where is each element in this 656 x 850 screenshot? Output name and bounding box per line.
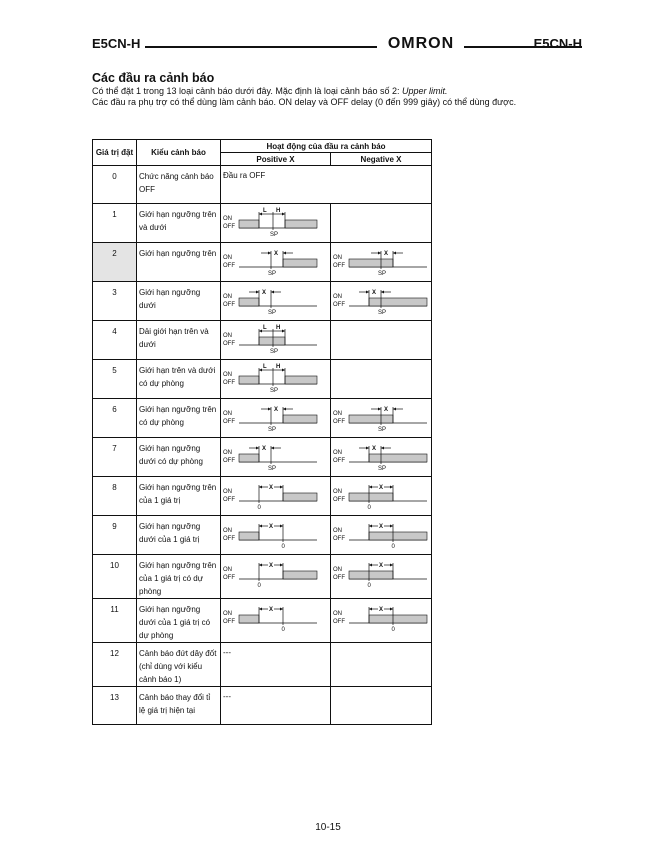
x-label: X — [379, 485, 384, 491]
sp-label: SP — [378, 427, 387, 433]
on-region — [259, 337, 285, 345]
off-label: OFF — [333, 419, 345, 425]
alarm-timing-diagram — [331, 282, 431, 320]
on-region — [239, 298, 259, 306]
x-label: X — [372, 446, 377, 452]
alarm-row — [93, 516, 432, 555]
arrow-head — [366, 447, 369, 450]
arrow-head — [268, 252, 271, 255]
x-label: X — [379, 607, 384, 613]
negative-x-diagram-cell — [331, 204, 432, 243]
arrow-head — [369, 525, 372, 528]
arrow-head — [280, 608, 283, 611]
alarm-row — [93, 360, 432, 399]
alarm-value: 3 — [93, 282, 137, 321]
arrow-head — [369, 564, 372, 567]
alarm-type: Cảnh báo thay đổi tỉ lệ giá trị hiện tại — [137, 687, 221, 725]
on-label: ON — [223, 294, 232, 300]
arrow-head — [282, 213, 285, 216]
off-label: OFF — [333, 458, 345, 464]
on-label: ON — [223, 450, 232, 456]
alarm-type: Chức năng cảnh báo OFF — [137, 166, 221, 204]
alarm-row — [93, 599, 432, 643]
arrow-head — [283, 252, 286, 255]
on-region — [239, 220, 259, 228]
arrow-head — [259, 525, 262, 528]
arrow-head — [256, 291, 259, 294]
on-region — [285, 376, 317, 384]
off-label: OFF — [223, 536, 235, 542]
arrow-head — [282, 369, 285, 372]
arrow-head — [280, 486, 283, 489]
off-label: OFF — [333, 302, 345, 308]
arrow-head — [393, 252, 396, 255]
alarm-timing-diagram — [221, 282, 321, 320]
col-header-value: Giá trị đặt — [93, 140, 137, 166]
sp-label: SP — [270, 388, 279, 394]
on-label: ON — [223, 255, 232, 261]
arrow-head — [378, 408, 381, 411]
arrow-head — [390, 564, 393, 567]
alarm-row — [93, 399, 432, 438]
alarm-timing-diagram — [221, 243, 321, 281]
positive-x-diagram-cell — [221, 399, 331, 438]
h-label: H — [276, 364, 281, 370]
on-region — [369, 615, 427, 623]
on-label: ON — [333, 528, 342, 534]
alarm-timing-diagram — [221, 516, 321, 554]
on-region — [239, 532, 259, 540]
x-label: X — [269, 524, 274, 530]
alarm-type: Giới hạn ngưỡng trên và dưới — [137, 204, 221, 243]
on-label: ON — [333, 294, 342, 300]
arrow-head — [271, 291, 274, 294]
off-label: OFF — [223, 419, 235, 425]
positive-x-diagram-cell — [221, 516, 331, 555]
alarm-row — [93, 643, 432, 687]
section-intro — [92, 86, 516, 108]
arrow-head — [259, 608, 262, 611]
alarm-output-text: Đầu ra OFF — [221, 166, 432, 204]
header-rule-left — [145, 46, 377, 48]
arrow-head — [366, 291, 369, 294]
intro-line-2: Các đầu ra phụ trợ có thể dùng làm cảnh báo. ON delay và OFF delay (0 đến 999 giây) có thể dùng được. — [92, 97, 517, 107]
off-label: OFF — [333, 536, 345, 542]
positive-x-diagram-cell — [221, 599, 331, 643]
alarm-type: Giới hạn ngưỡng dưới của 1 giá trị có dự phòng — [137, 599, 221, 643]
alarm-type: Cảnh báo đứt dây đốt (chỉ dùng với kiểu cảnh báo 1) — [137, 643, 221, 687]
x-label: X — [274, 407, 279, 413]
on-region — [283, 571, 317, 579]
alarm-value: 1 — [93, 204, 137, 243]
zero-label: 0 — [391, 544, 395, 550]
alarm-timing-diagram — [221, 438, 321, 476]
page-header — [92, 36, 582, 58]
on-label: ON — [333, 411, 342, 417]
alarm-value: 12 — [93, 643, 137, 687]
zero-label: 0 — [391, 627, 395, 633]
off-label: OFF — [333, 497, 345, 503]
off-label: OFF — [223, 341, 235, 347]
arrow-head — [393, 408, 396, 411]
col-header-positive: Positive X — [221, 153, 331, 166]
on-region — [349, 415, 393, 423]
x-label: X — [269, 607, 274, 613]
negative-x-diagram-cell — [331, 599, 432, 643]
sp-label: SP — [378, 466, 387, 472]
alarm-row — [93, 243, 432, 282]
arrow-head — [280, 564, 283, 567]
on-label: ON — [223, 411, 232, 417]
alarm-timing-diagram — [331, 243, 431, 281]
alarm-value: 6 — [93, 399, 137, 438]
alarm-timing-diagram — [221, 321, 321, 359]
sp-label: SP — [268, 466, 277, 472]
arrow-head — [390, 525, 393, 528]
x-label: X — [262, 290, 267, 296]
sp-label: SP — [268, 271, 277, 277]
on-label: ON — [333, 450, 342, 456]
on-label: ON — [223, 489, 232, 495]
on-region — [285, 220, 317, 228]
off-label: OFF — [333, 575, 345, 581]
alarm-value: 4 — [93, 321, 137, 360]
alarm-row — [93, 555, 432, 599]
on-region — [369, 532, 427, 540]
alarm-rows — [93, 166, 432, 725]
x-label: X — [384, 407, 389, 413]
negative-x-diagram-cell — [331, 516, 432, 555]
col-header-operation: Hoạt động của đầu ra cảnh báo — [221, 140, 432, 153]
sp-label: SP — [378, 310, 387, 316]
zero-label: 0 — [281, 627, 285, 633]
arrow-head — [259, 564, 262, 567]
zero-label: 0 — [367, 505, 371, 511]
x-label: X — [379, 563, 384, 569]
zero-label: 0 — [257, 583, 261, 589]
l-label: L — [263, 364, 267, 370]
on-region — [349, 571, 393, 579]
alarm-row — [93, 687, 432, 725]
h-label: H — [276, 325, 281, 331]
on-label: ON — [333, 567, 342, 573]
arrow-head — [259, 486, 262, 489]
on-region — [349, 259, 393, 267]
alarm-timing-diagram — [221, 477, 321, 515]
on-label: ON — [223, 567, 232, 573]
alarm-row — [93, 438, 432, 477]
l-label: L — [263, 208, 267, 214]
page-number: 10-15 — [315, 822, 341, 833]
arrow-head — [256, 447, 259, 450]
alarm-type: Giới hạn ngưỡng trên có dự phòng — [137, 399, 221, 438]
on-region — [239, 454, 259, 462]
negative-x-diagram-cell — [331, 477, 432, 516]
alarm-type: Giới hạn ngưỡng trên của 1 giá trị — [137, 477, 221, 516]
off-label: OFF — [223, 575, 235, 581]
positive-x-diagram-cell — [221, 282, 331, 321]
off-label: OFF — [223, 458, 235, 464]
positive-x-diagram-cell — [221, 438, 331, 477]
arrow-head — [259, 369, 262, 372]
arrow-head — [381, 447, 384, 450]
on-region — [283, 259, 317, 267]
x-label: X — [274, 251, 279, 257]
alarm-timing-diagram — [331, 599, 431, 637]
positive-x-diagram-cell — [221, 555, 331, 599]
alarm-timing-diagram — [221, 204, 321, 242]
alarm-value: 7 — [93, 438, 137, 477]
on-label: ON — [333, 255, 342, 261]
on-label: ON — [333, 611, 342, 617]
alarm-value: 9 — [93, 516, 137, 555]
on-region — [239, 615, 259, 623]
alarm-type: Giới hạn ngưỡng trên — [137, 243, 221, 282]
alarm-type: Giới hạn trên và dưới có dự phòng — [137, 360, 221, 399]
l-label: L — [263, 325, 267, 331]
off-label: OFF — [223, 224, 235, 230]
alarm-timing-diagram — [331, 555, 431, 593]
positive-x-diagram-cell — [221, 477, 331, 516]
zero-label: 0 — [281, 544, 285, 550]
arrow-head — [390, 486, 393, 489]
negative-x-diagram-cell — [331, 360, 432, 399]
alarm-value: 11 — [93, 599, 137, 643]
model-label-left: E5CN-H — [92, 36, 141, 51]
arrow-head — [390, 608, 393, 611]
off-label: OFF — [223, 497, 235, 503]
on-label: ON — [223, 528, 232, 534]
alarm-types-table — [92, 139, 432, 725]
off-label: OFF — [333, 263, 345, 269]
alarm-row — [93, 204, 432, 243]
on-region — [283, 415, 317, 423]
sp-label: SP — [378, 271, 387, 277]
arrow-head — [259, 213, 262, 216]
omron-logo: OMRON — [387, 35, 455, 52]
zero-label: 0 — [367, 583, 371, 589]
sp-label: SP — [270, 232, 279, 238]
positive-x-diagram-cell — [221, 360, 331, 399]
intro-line-1 — [92, 86, 516, 97]
alarm-timing-diagram — [331, 516, 431, 554]
on-label: ON — [223, 372, 232, 378]
off-label: OFF — [223, 263, 235, 269]
arrow-head — [259, 330, 262, 333]
x-label: X — [379, 524, 384, 530]
empty-cell — [331, 687, 432, 725]
x-label: X — [262, 446, 267, 452]
negative-x-diagram-cell — [331, 243, 432, 282]
arrow-head — [381, 291, 384, 294]
model-label-right: E5CN-H — [533, 36, 582, 51]
positive-x-diagram-cell — [221, 243, 331, 282]
alarm-type: Dải giới hạn trên và dưới — [137, 321, 221, 360]
on-region — [349, 493, 393, 501]
section-title: Các đầu ra cảnh báo — [92, 71, 215, 85]
alarm-timing-diagram — [221, 360, 321, 398]
on-label: ON — [223, 611, 232, 617]
arrow-head — [280, 525, 283, 528]
on-label: ON — [223, 333, 232, 339]
on-region — [369, 454, 427, 462]
positive-x-diagram-cell — [221, 321, 331, 360]
on-region — [369, 298, 427, 306]
arrow-head — [283, 408, 286, 411]
on-region — [283, 493, 317, 501]
off-label: OFF — [223, 380, 235, 386]
arrow-head — [282, 330, 285, 333]
intro-default-type: Upper limit. — [401, 86, 448, 96]
arrow-head — [369, 486, 372, 489]
alarm-timing-diagram — [221, 555, 321, 593]
alarm-row — [93, 477, 432, 516]
negative-x-diagram-cell — [331, 321, 432, 360]
positive-x-diagram-cell — [221, 204, 331, 243]
alarm-value: 8 — [93, 477, 137, 516]
sp-label: SP — [268, 310, 277, 316]
sp-label: SP — [268, 427, 277, 433]
off-label: OFF — [223, 302, 235, 308]
alarm-type: Giới hạn ngưỡng dưới có dự phòng — [137, 438, 221, 477]
negative-x-diagram-cell — [331, 399, 432, 438]
alarm-timing-diagram — [221, 399, 321, 437]
alarm-row — [93, 166, 432, 204]
alarm-timing-diagram — [331, 438, 431, 476]
alarm-timing-diagram — [221, 599, 321, 637]
arrow-head — [271, 447, 274, 450]
off-label: OFF — [223, 619, 235, 625]
on-label: ON — [223, 216, 232, 222]
x-label: X — [269, 563, 274, 569]
arrow-head — [378, 252, 381, 255]
arrow-head — [369, 608, 372, 611]
on-label: ON — [333, 489, 342, 495]
intro-line-1-text: Có thể đặt 1 trong 13 loại cảnh báo dưới đây. Mặc định là loại cảnh báo số 2: — [92, 86, 402, 96]
alarm-value: 5 — [93, 360, 137, 399]
alarm-value: 13 — [93, 687, 137, 725]
empty-cell — [331, 643, 432, 687]
alarm-value: 10 — [93, 555, 137, 599]
alarm-timing-diagram — [331, 399, 431, 437]
alarm-type: Giới hạn ngưỡng dưới của 1 giá trị — [137, 516, 221, 555]
alarm-value: 0 — [93, 166, 137, 204]
alarm-timing-diagram — [331, 477, 431, 515]
alarm-output-text: --- — [221, 643, 331, 687]
x-label: X — [372, 290, 377, 296]
zero-label: 0 — [257, 505, 261, 511]
sp-label: SP — [270, 349, 279, 355]
alarm-type: Giới hạn ngưỡng dưới — [137, 282, 221, 321]
alarm-value: 2 — [93, 243, 137, 282]
h-label: H — [276, 208, 281, 214]
alarm-row — [93, 282, 432, 321]
alarm-type: Giới hạn ngưỡng trên của 1 giá trị có dự phòng — [137, 555, 221, 599]
negative-x-diagram-cell — [331, 438, 432, 477]
col-header-type: Kiểu cảnh báo — [137, 140, 221, 166]
x-label: X — [384, 251, 389, 257]
arrow-head — [268, 408, 271, 411]
negative-x-diagram-cell — [331, 282, 432, 321]
col-header-negative: Negative X — [331, 153, 432, 166]
alarm-row — [93, 321, 432, 360]
negative-x-diagram-cell — [331, 555, 432, 599]
on-region — [239, 376, 259, 384]
off-label: OFF — [333, 619, 345, 625]
alarm-output-text: --- — [221, 687, 331, 725]
x-label: X — [269, 485, 274, 491]
